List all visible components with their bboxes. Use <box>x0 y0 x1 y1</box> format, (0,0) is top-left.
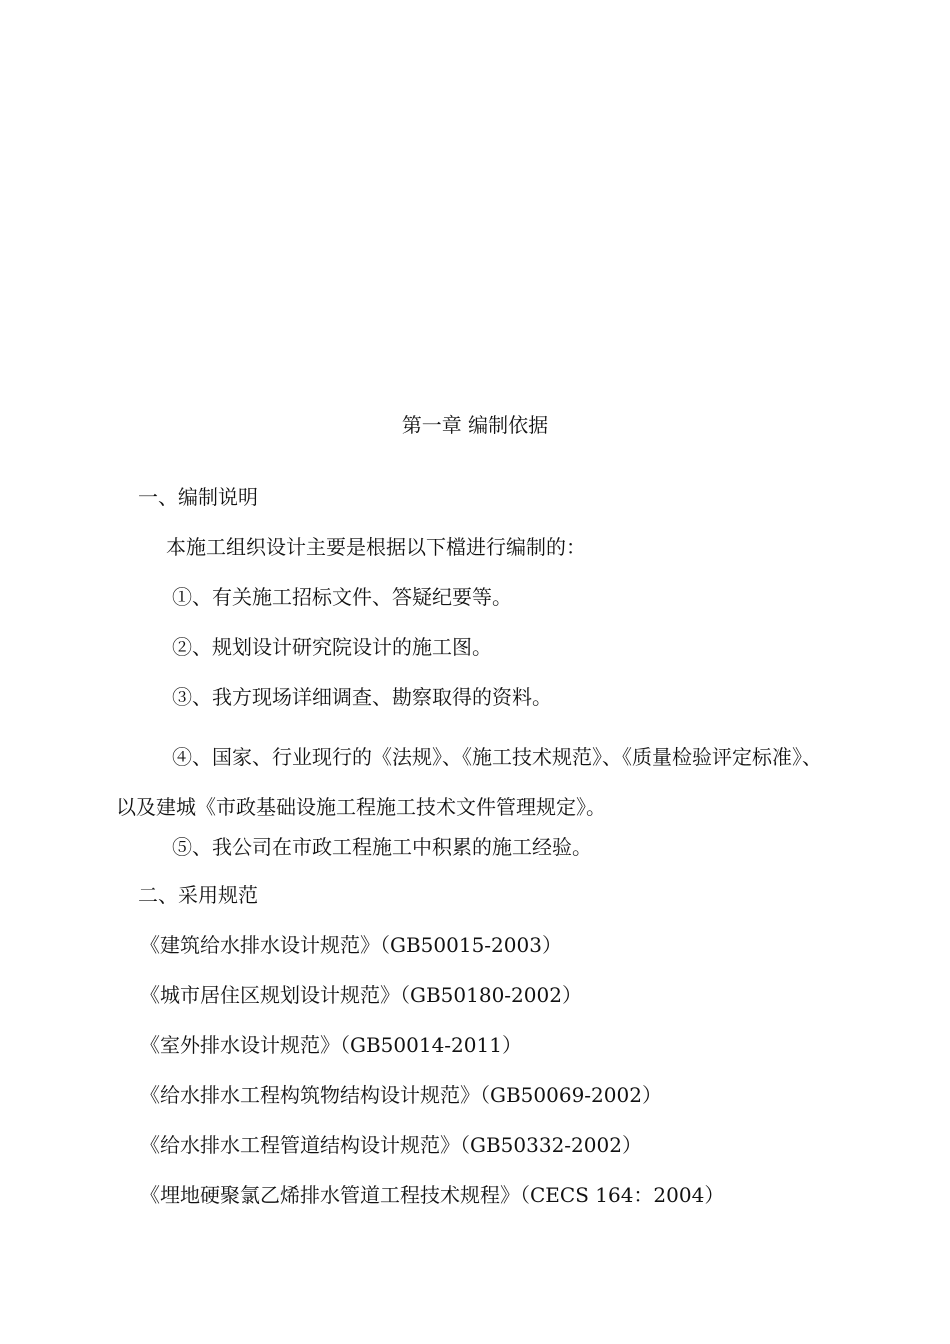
standard-item-2: 《城市居住区规划设计规范》（GB50180-2002） <box>140 983 582 1007</box>
standard-item-6: 《埋地硬聚氯乙烯排水管道工程技术规程》（CECS 164：2004） <box>140 1183 725 1207</box>
standard-item-3: 《室外排水设计规范》（GB50014-2011） <box>140 1033 522 1057</box>
standard-item-1: 《建筑给水排水设计规范》（GB50015-2003） <box>140 933 562 957</box>
section-heading-standards: 二、采用规范 <box>138 883 258 907</box>
list-item-2: ②、规划设计研究院设计的施工图。 <box>172 635 492 659</box>
standard-item-4: 《给水排水工程构筑物结构设计规范》（GB50069-2002） <box>140 1083 662 1107</box>
chapter-title: 第一章 编制依据 <box>401 413 549 437</box>
section-heading-compilation-notes: 一、编制说明 <box>138 485 258 509</box>
intro-paragraph: 本施工组织设计主要是根据以下檔进行编制的： <box>166 535 586 559</box>
standard-item-5: 《给水排水工程管道结构设计规范》（GB50332-2002） <box>140 1133 642 1157</box>
list-item-3: ③、我方现场详细调查、勘察取得的资料。 <box>172 685 552 709</box>
list-item-4: ④、国家、行业现行的《法规》、《施工技术规范》、《质量检验评定标准》、以及建城《市政基础设施工程施工技术文件管理规定》。 <box>116 745 822 819</box>
list-item-1: ①、有关施工招标文件、答疑纪要等。 <box>172 585 512 609</box>
list-item-5: ⑤、我公司在市政工程施工中积累的施工经验。 <box>172 835 592 859</box>
